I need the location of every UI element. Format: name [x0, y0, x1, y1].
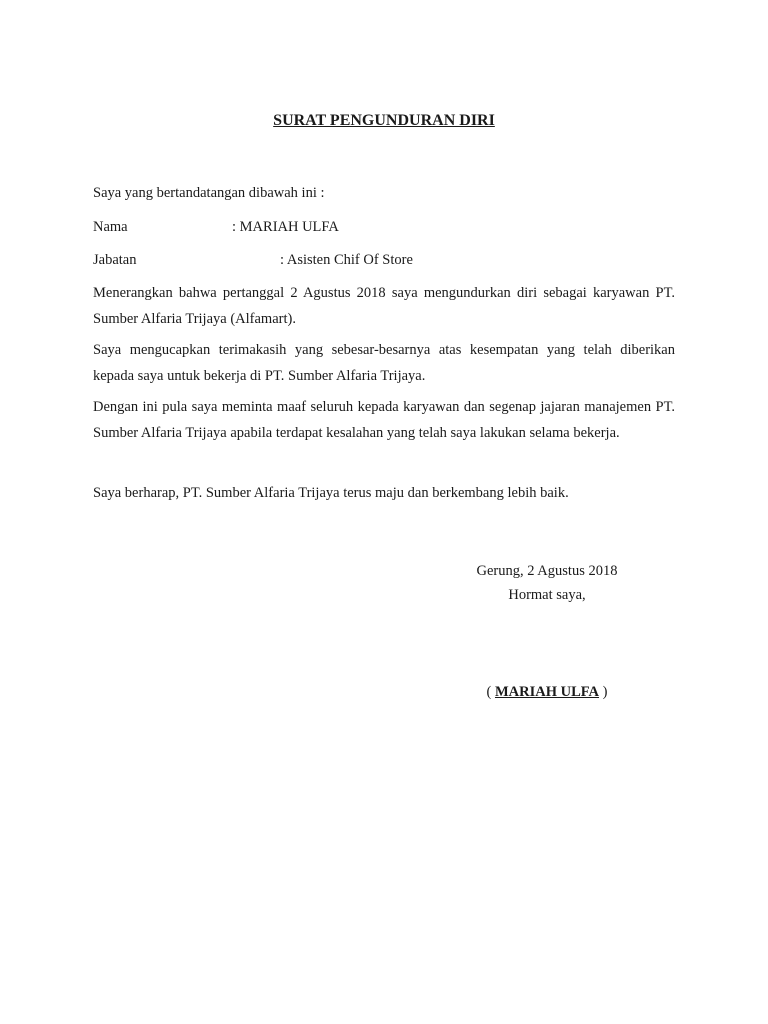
- signature-place-date: Gerung, 2 Agustus 2018: [476, 563, 618, 579]
- jabatan-value: : Asisten Chif Of Store: [280, 252, 413, 268]
- nama-label: Nama: [93, 219, 128, 235]
- letter-title-text: SURAT PENGUNDURAN DIRI: [273, 112, 495, 129]
- paragraph-apology: Dengan ini pula saya meminta maaf seluruh kepada karyawan dan segenap jajaran manajemen PT. Sumber Alfaria Trijaya apabila terdapat kesalahan yang telah saya lakukan selama bekerja.: [93, 399, 675, 441]
- paragraph-thanks: Saya mengucapkan terimakasih yang sebesar-besarnya atas kesempatan yang telah diberikan kepada saya untuk bekerja di PT. Sumber Alfaria Trijaya.: [93, 342, 675, 384]
- signature-name-line: [440, 684, 654, 701]
- signature-close-paren: ): [599, 684, 608, 700]
- signature-closing: Hormat saya,: [508, 587, 586, 603]
- jabatan-label: Jabatan: [93, 252, 137, 268]
- signature-open-paren: (: [486, 684, 495, 700]
- paragraph-resignation-statement: Menerangkan bahwa pertanggal 2 Agustus 2018 saya mengundurkan diri sebagai karyawan PT. Sumber Alfaria Trijaya (Alfamart).: [93, 285, 675, 327]
- paragraph-hope: Saya berharap, PT. Sumber Alfaria Trijaya terus maju dan berkembang lebih baik.: [93, 485, 569, 501]
- signature-name: MARIAH ULFA: [494, 684, 600, 700]
- intro-line: Saya yang bertandatangan dibawah ini :: [93, 185, 325, 201]
- letter-title: [0, 112, 768, 130]
- nama-value: : MARIAH ULFA: [232, 219, 339, 235]
